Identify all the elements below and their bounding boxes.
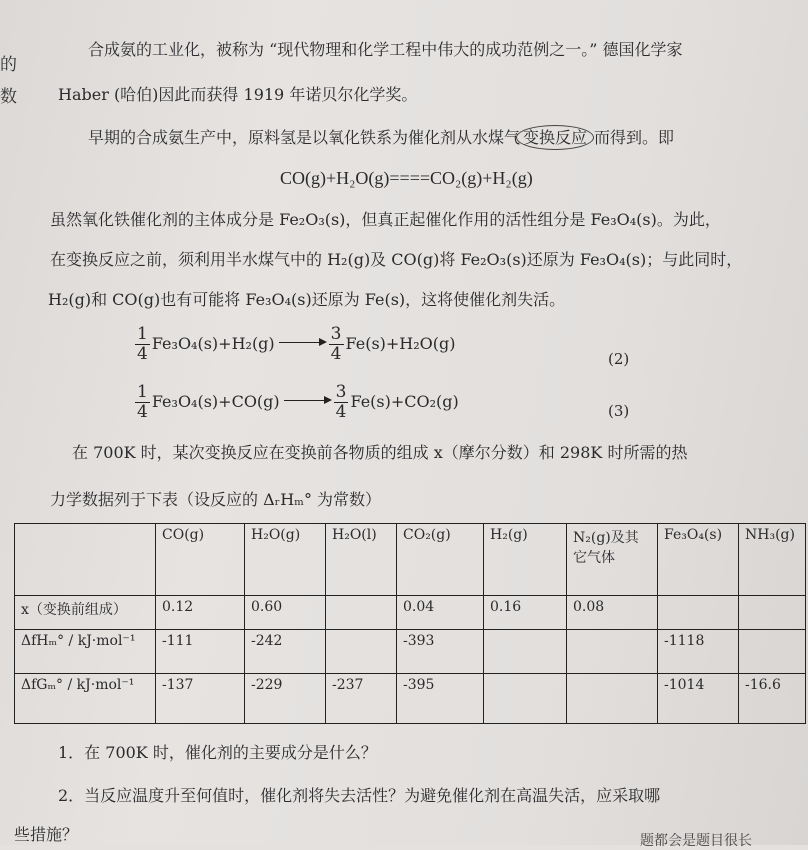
- equation-3: $\frac{1}{4}$ Fe₃O₄(s)+CO(g) $\frac{3}{4}$ Fe(s)+CO₂(g): [137, 382, 459, 422]
- para2-line-1: 在 700K 时，某次变换反应在变换前各物质的组成 x（摩尔分数）和 298K 时所需的热: [72, 443, 688, 462]
- equation-3-number: (3): [608, 402, 630, 420]
- intro-line-3: [88, 128, 674, 148]
- intro-line-2: Haber (哈伯)因此而获得 1919 年诺贝尔化学奖。: [58, 85, 418, 104]
- table-header-cell: Fe₃O₄(s): [658, 524, 739, 596]
- intro-line-3b: 而得到。即: [594, 128, 675, 147]
- circled-term: 变换反应: [516, 125, 594, 150]
- table-row: [15, 596, 806, 630]
- question-1: 1．在 700K 时，催化剂的主要成分是什么？: [58, 743, 377, 762]
- table-cell: -393: [397, 630, 484, 674]
- table-cell: -395: [397, 674, 484, 724]
- table-cell: 0.16: [484, 596, 567, 630]
- table-header-cell: H₂O(g): [245, 524, 326, 596]
- table-cell: [326, 630, 397, 674]
- row-label: x（变换前组成）: [15, 596, 156, 630]
- table-header-cell: NH₃(g): [739, 524, 806, 596]
- table-cell: -242: [245, 630, 326, 674]
- table-cell: 0.60: [245, 596, 326, 630]
- table-row: [15, 630, 806, 674]
- table-header-cell: H₂(g): [484, 524, 567, 596]
- table-header-cell: [15, 524, 156, 596]
- table-cell: -16.6: [739, 674, 806, 724]
- table-cell: -1014: [658, 674, 739, 724]
- body-line-3: H₂(g)和 CO(g)也有可能将 Fe₃O₄(s)还原为 Fe(s)，这将使催化剂失活。: [48, 290, 566, 309]
- table-cell: 0.04: [397, 596, 484, 630]
- margin-char: 的: [0, 55, 17, 75]
- intro-line-3a: 早期的合成氨生产中，原料氢是以氧化铁系为催化剂从水煤气: [88, 128, 521, 147]
- para2-line-2: 力学数据列于下表（设反应的 ΔᵣHₘ° 为常数）: [50, 490, 382, 509]
- question-2-continued: 些措施？: [14, 825, 79, 844]
- table-header-row: [15, 524, 806, 596]
- margin-char: 数: [0, 87, 17, 107]
- table-cell: [484, 674, 567, 724]
- table-cell: -237: [326, 674, 397, 724]
- table-row: [15, 674, 806, 724]
- table-cell: -111: [156, 630, 245, 674]
- table-cell: [739, 596, 806, 630]
- thermo-data-table: [14, 523, 806, 724]
- table-cell: [658, 596, 739, 630]
- table-header-cell: CO(g): [156, 524, 245, 596]
- main-equation: CO(g)+H₂O(g)====CO₂(g)+H₂(g): [280, 168, 533, 188]
- question-2: 2．当反应温度升至何值时，催化剂将失去活性？为避免催化剂在高温失活，应采取哪: [58, 786, 661, 805]
- body-line-2: 在变换反应之前，须利用半水煤气中的 H₂(g)及 CO(g)将 Fe₂O₃(s)还原为 Fe₃O₄(s)；与此同时，: [50, 250, 743, 269]
- row-label: ΔfHₘ° / kJ·mol⁻¹: [15, 630, 156, 674]
- table-header-cell: H₂O(l): [326, 524, 397, 596]
- table-cell: 0.12: [156, 596, 245, 630]
- table-cell: [567, 674, 658, 724]
- table-cell: -1118: [658, 630, 739, 674]
- equation-2: $\frac{1}{4}$ Fe₃O₄(s)+H₂(g) $\frac{3}{4}$ Fe(s)+H₂O(g): [137, 324, 456, 364]
- cut-off-text: 题都会是题目很长: [640, 833, 752, 849]
- table-cell: -229: [245, 674, 326, 724]
- body-line-1: 虽然氧化铁催化剂的主体成分是 Fe₂O₃(s)，但真正起催化作用的活性组分是 Fe₃O₄(s)。为此，: [50, 210, 721, 229]
- table-cell: [567, 630, 658, 674]
- table-cell: -137: [156, 674, 245, 724]
- table-cell: [739, 630, 806, 674]
- intro-line-1: 合成氨的工业化，被称为 “现代物理和化学工程中伟大的成功范例之一。” 德国化学家: [88, 40, 683, 59]
- table-cell: [484, 630, 567, 674]
- equation-2-number: (2): [608, 350, 630, 368]
- row-label: ΔfGₘ° / kJ·mol⁻¹: [15, 674, 156, 724]
- table-cell: 0.08: [567, 596, 658, 630]
- table-header-cell: N₂(g)及其它气体: [567, 524, 658, 596]
- table-header-cell: CO₂(g): [397, 524, 484, 596]
- table-cell: [326, 596, 397, 630]
